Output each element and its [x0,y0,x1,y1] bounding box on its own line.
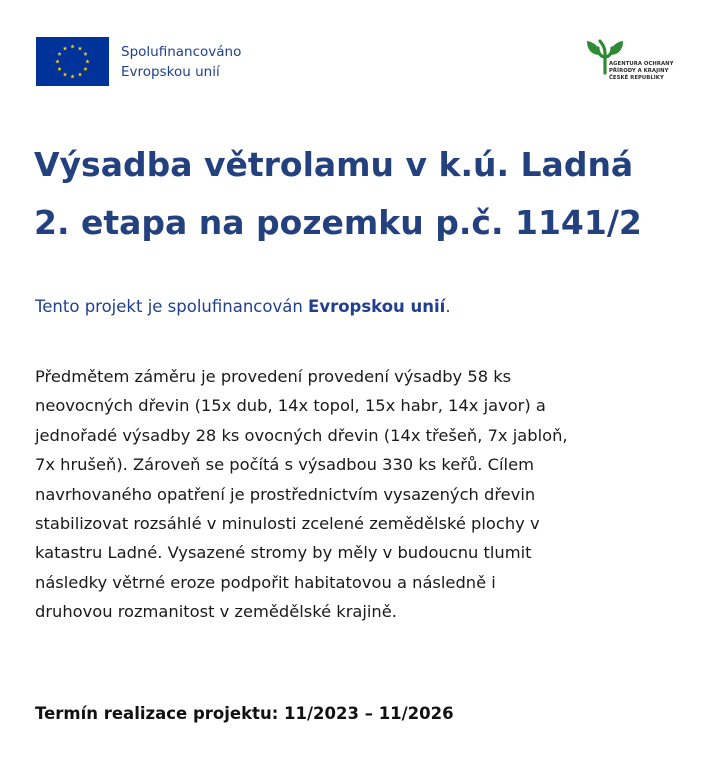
eu-cofinancing-logo [36,37,241,86]
description-line: Předmětem záměru je provedení provedení výsadby 58 ks [35,367,512,386]
description-line: následky větrné eroze podpořit habitatovou a následně i [35,572,496,592]
title-line1: Výsadba větrolamu v k.ú. Ladná [34,145,634,184]
cofinancing-statement [35,294,451,320]
description-line: navrhovaného opatření je prostřednictvím vysazených dřevin [35,484,536,504]
agency-line1: AGENTURA OCHRANY [609,61,674,67]
description-line: neovocných dřevin (15x dub, 14x topol, 15x habr, 14x javor) a [35,396,546,416]
eu-logo-text [121,42,241,82]
eu-logo-line2: Evropskou unií [121,63,220,80]
agency-logo-text [609,61,674,81]
project-term: Termín realizace projektu: 11/2023 – 11/2026 [35,704,454,723]
eu-flag-icon [36,37,109,86]
description-line: katastru Ladné. Vysazené stromy by měly v budoucnu tlumit [35,543,532,563]
description-line: stabilizovat rozsáhlé v minulosti zcelené zemědělské plochy v [35,514,540,534]
agency-logo [583,33,675,87]
description-line: druhovou rozmanitost v zemědělské krajině. [35,602,397,622]
page-title [34,136,684,252]
agency-line3: ČESKÉ REPUBLIKY [609,74,664,81]
description-line: jednořadé výsadby 28 ks ovocných dřevin (14x třešeň, 7x jabloň, [35,425,568,445]
project-description [35,362,685,627]
cofinancing-prefix: Tento projekt je spolufinancován [35,297,309,316]
description-line: 7x hrušeň). Zároveň se počítá s výsadbou 330 ks keřů. Cílem [35,455,534,475]
title-line2: 2. etapa na pozemku p.č. 1141/2 [34,203,642,242]
cofinancing-emphasis: Evropskou unií [308,297,446,316]
cofinancing-suffix: . [445,297,451,316]
agency-line2: PŘÍRODY A KRAJINY [609,67,669,74]
eu-logo-line1: Spolufinancováno [121,43,242,60]
